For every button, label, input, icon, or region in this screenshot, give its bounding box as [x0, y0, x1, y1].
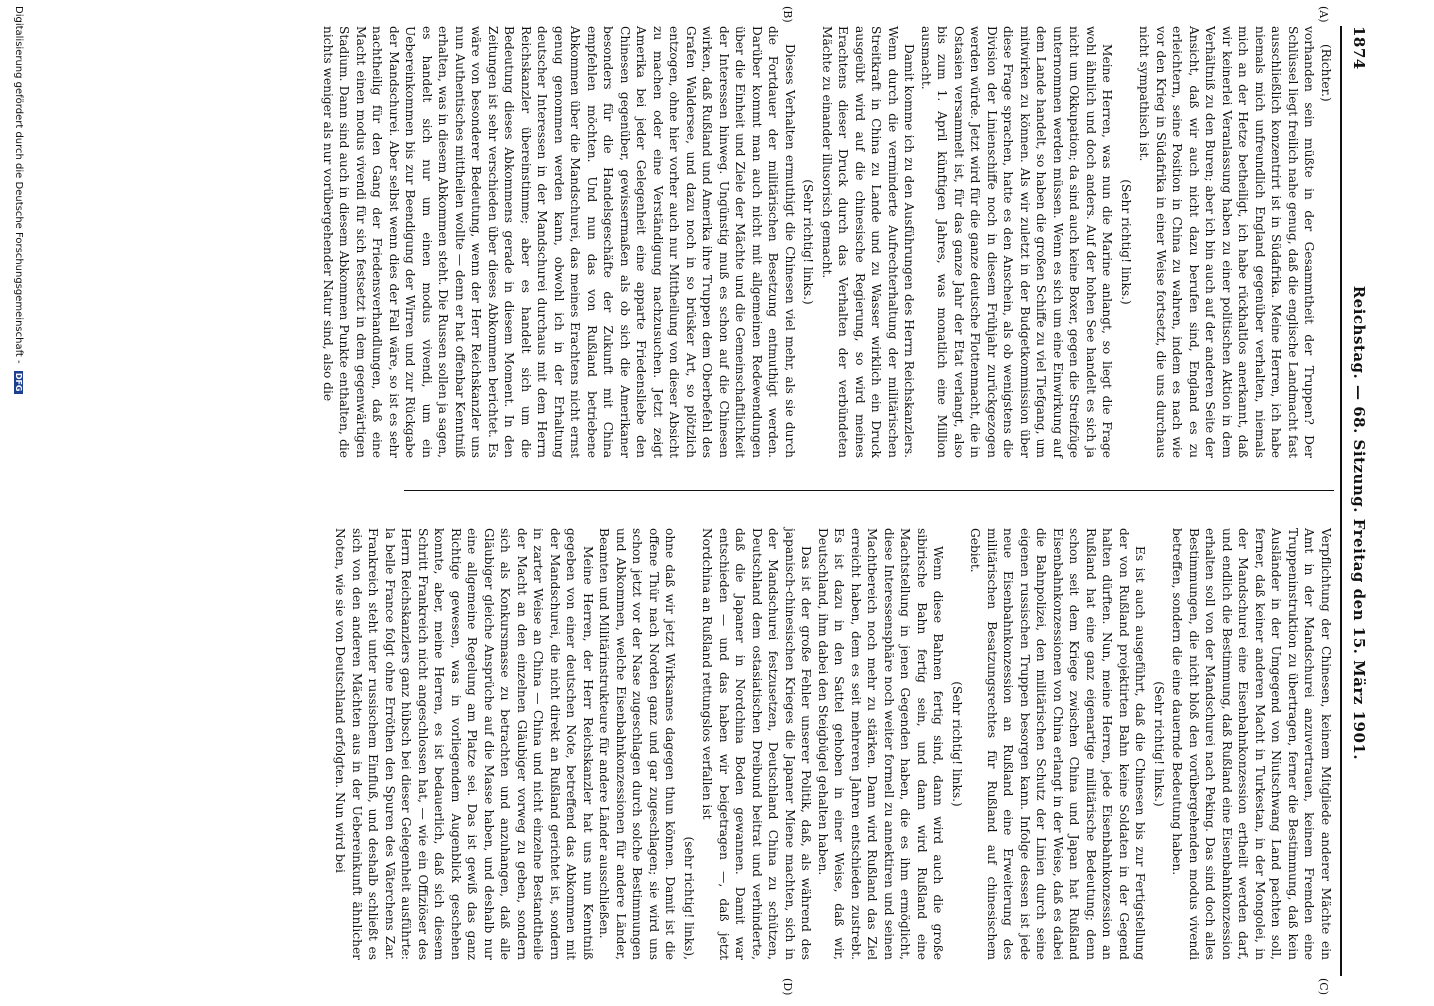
interjection: (Sehr richtig! links.)	[1119, 179, 1133, 305]
page-header	[1344, 26, 1374, 976]
paragraph: Dieses Verhalten ermuthigt die Chinesen viel mehr, als sie durch die Fortdauer der militärischen Besetzung entmuthigt werden. Darüber kommt man auch nicht mit allgemeinen Redewendungen über die Einheit und Ziele der Mächte und die Gemeinschaftlichkeit der Interessen hinweg. Ungünstig muß es schon auf die Chinesen wirken, daß Rußland und Amerika ihre Truppen dem Oberbefehl des Grafen Waldersee, und dazu noch in so brüsker Art, so plötzlich entzogen, ohne hier vorher auch nur Mittheilung von dieser Absicht zu machen oder eine Verständigung nachzusuchen. Jetzt zeigt Amerika bei jeder Gelegenheit eine apparte Friedensliebe den Chinesen gegenüber, gewissermaßen als ob sich die Amerikaner besonders für die Handelsgeschäfte der Zukunft mit China empfehlen möchten. Und nun das von Rußland betriebene Abkommen über die Mandschurei, das meines Erachtens nicht ernst genug genommen werden kann, obwohl ich in der Erhaltung deutscher Interessen in der Mandschurei durchaus mit dem Herrn Reichskanzler übereinstimme; aber es handelt sich um die Bedeutung dieses Abkommens gerade in diesem Moment. In den Zeitungen ist sehr verschieden über dieses Abkommen berichtet. Es wäre von besonderer Bedeutung, wenn der Herr Reichskanzler uns nun Authentisches mittheilen wollte — denn er hat offenbar Kenntniß erhalten, was in diesem Abkommen steht. Die Russen sollen ja sagen, es handelt sich nur um einen modus vivendi, um ein Uebereinkommen bis zur Beendigung der Wirren und zur Rückgabe der Mandschurei. Aber selbst wenn dies der Fall wäre, so ist es sehr nachtheilig für den Gang der Friedensverhandlungen, daß eine Macht einen modus vivendi für sich festsetzt in dem gegenwärtigen Stadium. Dann sind auch in diesem Abkommen Punkte enthalten, die nichts weniger als nur vorübergehender Natur sind, also die	[321, 26, 797, 458]
paragraph: Wenn diese Bahnen fertig sind, dann wird auch die große sibirische Bahn fertig sein, und dann wird Rußland eine Machtstellung in jenen Gegenden haben, die es ihm ermöglicht, diese Interessensphäre noch weiter formell zu annektiren und seinen Machtbereich noch mehr zu stärken. Dann wird Rußland das Ziel erreicht haben, dem es seit mehreren Jahren entschieden zustrebt. Es ist dazu in den Sattel gehoben in einer Weise, daß wir, Deutschland, ihm dabei den Steigbügel gehalten haben.	[816, 528, 946, 960]
header-rule	[1340, 26, 1342, 976]
dfg-logo: DFG	[14, 372, 23, 392]
page-title: Reichstag. — 68. Sitzung. Freitag den 15. März 1901.	[1350, 285, 1368, 761]
interjection: (Sehr richtig! links.)	[801, 179, 816, 305]
left-column	[320, 26, 1335, 458]
interjection: (Sehr richtig! links.)	[1152, 681, 1166, 807]
digitization-credit	[13, 0, 24, 1006]
margin-letter-a: (A)	[1317, 6, 1330, 23]
column-divider	[404, 490, 1334, 491]
margin-letter-b: (B)	[781, 6, 794, 23]
margin-letter-d: (D)	[781, 978, 794, 996]
interjection: (sehr richtig! links),	[682, 836, 696, 960]
speaker-label: (Richter.)	[1319, 44, 1333, 102]
margin-letter-c: (C)	[1317, 978, 1330, 995]
interjection: (Sehr richtig! links.)	[950, 681, 964, 807]
paragraph: ohne daß wir jetzt Wirksames dagegen thun können. Damit ist die offene Thür nach Norden ganz und gar zugeschlagen; sie wird uns schon jetzt vor der Nase zugeschlagen durch solche Bestimmungen und Abkommen, welche Eisenbahnkonzessionen für andere Länder, Beamten und Militärinstrukteure für andere Länder ausschließen.	[597, 528, 678, 960]
paragraph: Meine Herren, was nun die Marine anlangt, so liegt die Frage wohl ähnlich und doch anders. Auf der hohen See handelt es sich ja nicht um Okkupation; da sind auch keine Boxer, gegen die Streifzüge unternommen werden müssen. Wenn es sich um eine Einwirkung auf dem Lande handelt, so haben die großen Schiffe zu viel Tiefgang, um mitwirken zu können. Als wir zuletzt in der Budgetkommission über diese Frage sprachen, hatte es den Anschein, als ob wenigstens die Division der Linienschiffe noch in diesem Frühjahr zurückgezogen werden würde. Jetzt wird für die ganze deutsche Flottenmacht, die in Ostasien versammelt ist, für das ganze Jahr der Etat verlangt, also bis zum 1. April künftigen Jahres, was monatlich eine Million ausmacht.	[919, 26, 1115, 458]
paragraph: Verpflichtung der Chinesen, keinem Mitgliede anderer Mächte ein Amt in der Mandschurei anzuvertrauen, keinem Fremden eine Truppeninstruktion zu übertragen, ferner die Bestimmung, daß kein Ausländer in der Umgegend von Niutschwang Land pachten soll, ferner, daß keiner anderen Macht in Turkestan, in der Mongolei, in der Mandschurei eine Eisenbahnkonzession ertheilt werden darf, und endlich die Bestimmung, daß Rußland eine Eisenbahnkonzession erhalten soll von der Mandschurei nach Peking. Das sind doch alles Bestimmungen, die nicht bloß den vorübergehenden modus vivendi betreffen, sondern die eine dauernde Bedeutung haben.	[1170, 528, 1333, 960]
paragraph: vorhanden sein müßte in der Gesammtheit der Truppen? Der Schlüssel liegt freilich nahe genug, daß die englische Landmacht fast ausschließlich konzentrirt ist in Südafrika. Meine Herren, ich habe niemals mich unfreundlich England gegenüber verhalten, niemals mich an der Hetze betheiligt, ich habe rückhaltlos anerkannt, daß wir keinerlei Veranlassung haben zu einer politischen Aktion in dem Verhältniß zu den Buren; aber ich bin auch auf der anderen Seite der Ansicht, daß wir auch nicht dazu berufen sind, England es zu erleichtern, seine Position in China zu wahren, indem es nach wie vor den Krieg in Südafrika in einer Weise fortsetzt, die uns durchaus nicht sympathisch ist.	[1137, 26, 1317, 458]
paragraph: Das ist der große Fehler unserer Politik, daß, als während des japanisch-chinesischen Krieges die Japaner Miene machten, sich in der Mandschurei festzusetzen, Deutschland China zu schützen, Deutschland dem ostasiatischen Dreibund beitrat und verhinderte, daß die Japaner in Nordchina Boden gewannen. Damit war entschieden — und das haben wir beigetragen —, daß jetzt Nordchina an Rußland rettungslos verfallen ist	[700, 528, 814, 960]
paragraph: Meine Herren, der Herr Reichskanzler hat uns nun Kenntniß gegeben von einer deutschen Note, betreffend das Abkommen mit der Mandschurei, die nicht direkt an Rußland gerichtet ist, sondern in zarter Weise an China — China und nicht einzelne Bestandtheile der Macht an den einzelnen Gläubiger vorweg zu geben, sondern sich als Konkursmasse zu betrachten und anzuhangen, daß alle Gläubiger gleiche Ansprüche auf die Masse haben, und deshalb nur eine allgemeine Regelung am Platze sei. Das ist gewiß das ganz Richtige gewesen, was in vorliegendem Augenblick geschehen konnte, aber, meine Herren, es ist bedauerlich, daß sich diesem Schritt Frankreich nicht angeschlossen hat, — wie ein Offiziöser des Herrn Reichskanzlers ganz hübsch bei dieser Gelegenheit ausführte: la belle France folgt ohne Erröthen den Spuren des Väterchens Zar. Frankreich steht unter russischem Einfluß, und deshalb schließt es sich von den anderen Mächten aus in der Uebereinkunft ähnlicher Noten, wie sie von Deutschland erfolgten. Nun wird bei	[333, 528, 595, 960]
right-column	[332, 528, 1334, 960]
paragraph: Es ist auch ausgeführt, daß die Chinesen bis zur Fertigstellung der von Rußland projektirten Bahn keine Soldaten in der Gegend halten dürften. Nun, meine Herren, jede Eisenbahnkonzession an Rußland hat eine ganz eigenartige militärische Bedeutung; denn schon seit dem Kriege zwischen China und Japan hat Rußland Eisenbahnkonzessionen von China erlangt in der Weise, daß es dabei die Bahnpolizei, den militärischen Schutz der Linien durch seine eigenen russischen Truppen besorgen kann. Infolge dessen ist jede neue Eisenbahnkonzession an Rußland eine Erweiterung des militärischen Besatzungsrechtes für Rußland auf chinesischem Gebiet.	[968, 528, 1148, 960]
credit-text: Digitalisierung gefördert durch die Deutsche Forschungsgemeinschaft -	[13, 6, 24, 364]
page-number: 1874	[1350, 26, 1368, 70]
paragraph: Damit komme ich zu den Ausführungen des Herrn Reichskanzlers. Wenn durch die verminderte Aufrechterhaltung der militärischen Streitkraft in China zu Lande und zu Wasser wirklich ein Druck ausgeübt wird auf die chinesische Regierung, so wird meines Erachtens dieser Druck durch das Verhalten der verbündeten Mächte zu einander illusorisch gemacht.	[820, 26, 917, 458]
